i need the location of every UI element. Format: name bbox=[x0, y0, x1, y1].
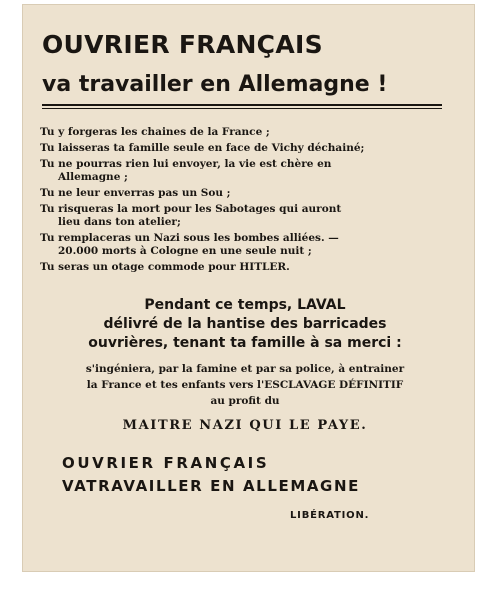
consequence-line: Tu ne pourras rien lui envoyer, la vie est chère en Allemagne ; bbox=[40, 158, 450, 184]
laval-line: ouvrières, tenant ta famille à sa merci : bbox=[88, 335, 402, 351]
consequence-line: Tu risqueras la mort pour les Sabotages qui auront lieu dans ton atelier; bbox=[40, 203, 450, 229]
consequence-line: Tu y forgeras les chaines de la France ; bbox=[40, 126, 270, 138]
laval-paragraph bbox=[40, 296, 450, 353]
consequence-line: Tu ne leur enverras pas un Sou ; bbox=[40, 187, 231, 199]
slavery-line: s'ingéniera, par la famine et par sa police, à entrainer bbox=[85, 363, 405, 375]
consequence-list bbox=[40, 126, 450, 277]
consequence-line-continuation: 20.000 morts à Cologne en une seule nuit ; bbox=[58, 245, 312, 257]
nazi-master-line: MAITRE NAZI QUI LE PAYE. bbox=[122, 418, 368, 433]
consequence-line: Tu seras un otage commode pour HITLER. bbox=[40, 261, 290, 273]
slavery-line: au profit du bbox=[210, 395, 280, 407]
title-rule-thin bbox=[42, 108, 442, 109]
laval-line: délivré de la hantise des barricades bbox=[103, 316, 387, 332]
slavery-paragraph bbox=[40, 361, 450, 409]
consequence-line-continuation: Allemagne ; bbox=[58, 171, 128, 183]
consequence-line: Tu laisseras ta famille seule en face de Vichy déchainé; bbox=[40, 142, 365, 154]
slavery-line: la France et tes enfants vers l'ESCLAVAGE DÉFINITIF bbox=[86, 379, 404, 391]
title-rule-thick bbox=[42, 104, 442, 106]
footer-line-1: OUVRIER FRANÇAIS bbox=[62, 454, 270, 472]
signature: LIBÉRATION. bbox=[290, 510, 370, 521]
footer-line-2: VATRAVAILLER EN ALLEMAGNE bbox=[62, 477, 360, 495]
consequence-line-continuation: lieu dans ton atelier; bbox=[58, 216, 181, 228]
poster-title: OUVRIER FRANÇAIS bbox=[42, 30, 323, 59]
poster-subtitle: va travailler en Allemagne ! bbox=[42, 72, 388, 97]
laval-line: Pendant ce temps, LAVAL bbox=[144, 297, 346, 313]
consequence-line: Tu remplaceras un Nazi sous les bombes alliées. — 20.000 morts à Cologne en une seule nuit ; bbox=[40, 232, 450, 258]
